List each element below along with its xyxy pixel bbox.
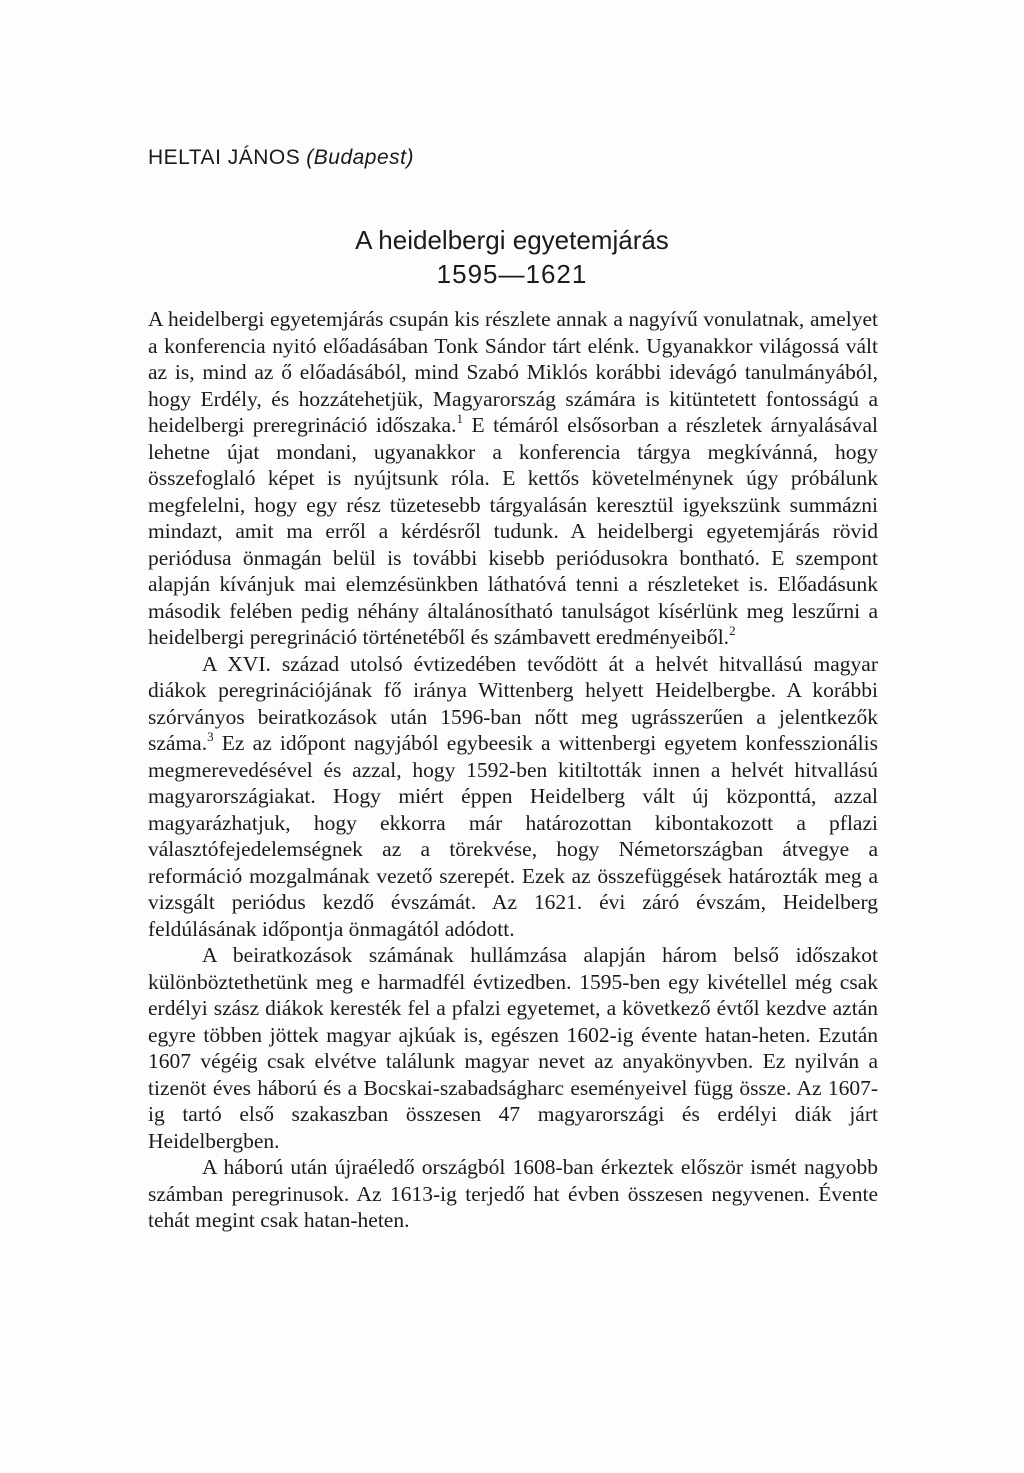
article-body (148, 306, 878, 1234)
footnote-marker: 1 (456, 411, 463, 426)
author-location: (Budapest) (306, 146, 414, 169)
footnote-marker: 3 (207, 729, 214, 744)
paragraph-3 (148, 942, 878, 1154)
footnote-marker: 2 (729, 623, 736, 638)
paragraph-text: A heidelbergi egyetemjárás csupán kis részlete annak a nagyívű vonulatnak, amelyet a konferencia nyitó előadásában Tonk Sándor tárt elénk. Ugyanakkor világossá vált az is, mind az ő előadásából, mind Szabó Miklós korábbi idevágó tanulmányából, hogy Erdély, és hozzátehetjük, Magyarország számára is kitüntetett fontosságú a heidelbergi preregrináció időszaka. (148, 307, 878, 437)
paragraph-text: Ez az időpont nagyjából egybeesik a wittenbergi egyetem konfesszionális megmerevedésével és azzal, hogy 1592-ben kitiltották innen a helvét hitvallású magyarországiakat. Hogy miért éppen Heidelberg vált új központtá, azzal magyarázhatjuk, hogy ekkorra már határozottan kibontakozott a pflazi választófejedelemségnek az a törekvése, hogy Németországban átvegye a reformáció mozgalmának vezető szerepét. Ezek az összefüggések határozták meg a vizsgált periódus kezdő évszámát. Az 1621. évi záró évszám, Heidelberg feldúlásának időpontja önmagától adódott. (148, 731, 878, 941)
article-title: A heidelbergi egyetemjárás (355, 225, 669, 255)
paragraph-text: A XVI. század utolsó évtizedében tevődött át a helvét hitvallású magyar diákok peregrinációjának fő iránya Wittenberg helyett Heidelbergbe. A korábbi szórványos beiratkozások után 1596-ban nőtt meg ugrásszerűen a jelentkezők száma. (148, 651, 878, 755)
paragraph-2 (148, 651, 878, 943)
paragraph-text: A beiratkozások számának hullámzása alapján három belső időszakot különböztethetünk meg e harmadfél évtizedben. 1595-ben egy kivétellel még csak erdélyi szász diákok keresték fel a pfalzi egyetemet, a következő évtől kezdve aztán egyre többen jöttek magyar ajkúak is, egészen 1602-ig évente hatan-heten. Ezután 1607 végéig csak elvétve találunk magyar nevet az anyakönyvben. Ez nyilván a tizenöt éves háború és a Bocskai-szabadságharc eseményeivel függ össze. Az 1607-ig tartó első szakaszban összesen 47 magyarországi és erdélyi diák járt Heidelbergben. (148, 943, 878, 1153)
article-date-range: 1595—1621 (436, 259, 588, 289)
paragraph-4 (148, 1154, 878, 1234)
paragraph-text: E témáról elsősorban a részletek árnyalásával lehetne újat mondani, ugyanakkor a konferencia tárgya megkívánná, hogy összefoglaló képet is nyújtsunk róla. E kettős követelménynek úgy próbálunk megfelelni, hogy egy rész tüzetesebb tárgyalásán keresztül igyekszünk summázni mindazt, amit ma erről a kérdésről tudunk. A heidelbergi egyetemjárás rövid periódusa önmagán belül is további kisebb periódusokra bontható. E szempont alapján kívánjuk mai elemzésünkben láthatóvá tenni a részleteket is. Előadásunk második felében pedig néhány általánosítható tanulságot kísérlünk meg leszűrni a heidelbergi peregrináció történetéből és számbavett eredményeiből. (148, 413, 879, 649)
author-name: HELTAI JÁNOS (148, 146, 301, 169)
author-line (148, 146, 414, 170)
paragraph-text: A háború után újraéledő országból 1608-ban érkeztek először ismét nagyobb számban peregrinusok. Az 1613-ig terjedő hat évben összesen negyvenen. Évente tehát megint csak hatan-heten. (148, 1155, 878, 1232)
paragraph-1 (148, 306, 878, 651)
